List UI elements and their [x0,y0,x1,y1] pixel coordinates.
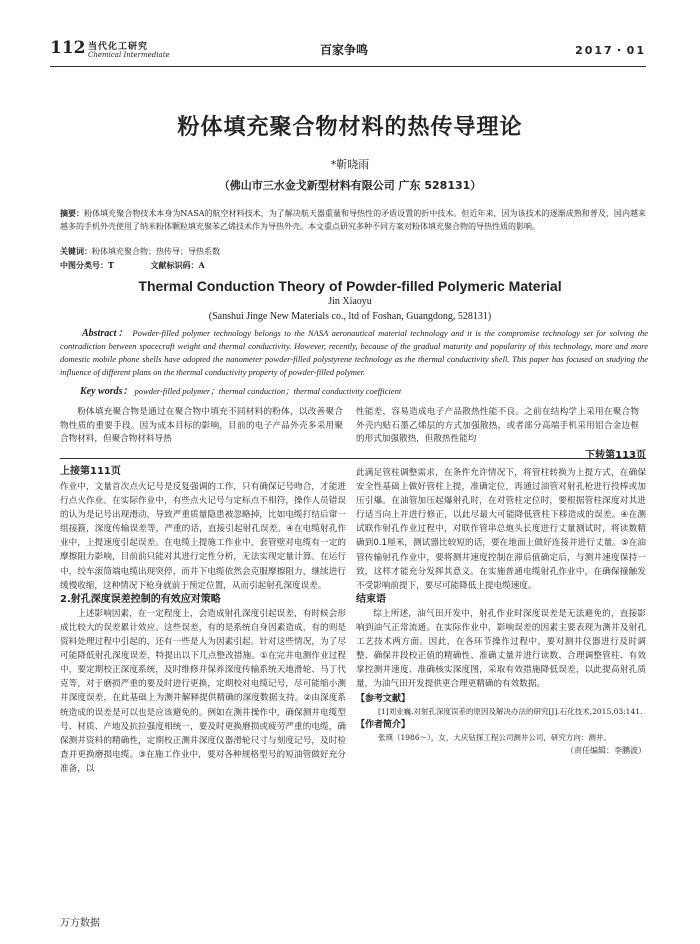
intro-left: 粉体填充聚合物是通过在聚合物中填充不同材料的粉体，以改善聚合物性质的重要手段。因为成本目标的影响，目前的电子产品外壳多采用聚合物材料，但聚合物材料导热 [60,407,343,444]
author-en: Jin Xiaoyu [328,296,372,307]
editor-note: （责任编辑：李鹏波） [566,745,646,755]
affiliation-cn: （佛山市三水金戈新型材料有限公司 广东 528131） [218,179,482,192]
abstract-en [60,327,648,379]
abstract-cn [60,207,646,233]
keywords-cn [60,246,220,257]
keywords-text-en: powder-filled polymer；thermal conduction；thermal conductivity coefficient [134,386,402,396]
keywords-text-cn: 粉体填充聚合物；热传导；导热系数 [92,247,220,256]
article-title-en: Thermal Conduction Theory of Powder-filled Polymeric Material [138,278,562,294]
journal-name-cn: 当代化工研究 [88,42,149,52]
abstract-text-cn: 粉体填充聚合物技术本身为NASA的航空材料技术，为了解决航天器重量和导热性的矛盾设置的折中技术。但近年来，因为该技术的逐渐成熟和普及，国内越来越多的手机外壳使用了纳米粉体颗粒填充聚苯乙烯技术作为导热外壳。本文重点研究多种不同方案对粉体填充聚合物的导热性质的影响。 [60,209,647,231]
body-column-right [356,466,646,758]
affiliation-en: (Sanshui Jinge New Materials co., ltd of Foshan, Guangdong, 528131) [208,311,492,322]
clc-label: 中图分类号： [60,261,108,270]
conclusion-heading: 结束语 [356,593,386,605]
author-bio-heading: 【作者简介】 [356,719,411,730]
clc-value: T [108,260,114,270]
body-column-left [60,480,346,776]
keywords-label-en: Key words： [80,386,133,397]
issue-label: 2017・01 [575,44,646,57]
continued-from-label: 上接第111页 [60,466,121,477]
body-paragraph: 综上所述，油气田开发中，射孔作业时深度误差是无法避免的，直接影响到油气正常流通。在实际作业中，影响误差的因素主要表现为测井及射孔工艺技术两方面。因此，在各环节操作过程中，要对测井仪器进行及时调整、确保井段校正值的精确性、准确丈量并进行读数、合理调整管柱、有效掌控测井速度、准确核实深度图，采取有效措施降低误差，以此提高射孔质量，为油气田开发提供更合理更精确的有效数据。 [356,608,646,690]
intro-right: 性能差，容易造成电子产品散热性能不良。之前在结构学上采用在聚合物外壳内贴石墨乙烯层的方式加强散热，或者部分高端手机采用铝合金边框的形式加强散热，但散热性能均 [356,407,639,444]
doc-code-label: 文献标识码： [150,261,199,270]
header-divider [50,66,646,67]
page-number: 112 [50,38,86,58]
section-title: 百家争鸣 [320,43,369,57]
body-paragraph: 此满足管柱调整需求，在条件允许情况下，将管柱转换为上提方式，在确保安全性基础上做好管柱上提，准确定位，再通过油管对射孔枪进行投棒或加压引爆。在油管加压起爆射孔时，在对管柱定位时，要根据管柱深度对其进行适当向上并进行修正，以此尽最大可能降低管柱下移造成的误差。④在测试联作射孔作业过程中，对联作管串总炮头长度进行丈量测试时，将读数精确到0.1厘米，测试器比较短的话，要在地面上做好连接并进行丈量。⑤在油管传输射孔作业中，要将测井速度控制在滞后值确定后，与测井速度保持一致，这样才能充分发挥其意义。在实施普通电缆射孔作业中，在确保撞触发不受影响前提下，要尽可能降低上提电缆速度。 [356,468,646,591]
abstract-label-en: Abstract： [82,328,130,339]
page-header [50,36,646,66]
classification [60,260,213,271]
doc-code-value: A [198,260,205,270]
journal-name-en: Chemical Intermediate [88,51,170,59]
keywords-en [80,382,401,397]
author-cn: *靳晓雨 [330,158,370,171]
author-bio: 张瑛（1986～），女，大庆钻探工程公司测井公司，研究方向：测井。 [378,732,611,742]
footer-watermark: 万方数据 [60,918,100,929]
section-heading: 2.射孔深度误差控制的有效应对策略 [60,593,221,605]
article-divider [60,458,646,459]
keywords-label-cn: 关键词： [60,247,92,256]
continued-to-label: 下转第113页 [585,450,646,461]
abstract-label-cn: 摘要： [60,209,85,218]
article-title-cn: 粉体填充聚合物材料的热传导理论 [177,115,523,140]
abstract-text-en: Powder-filled polymer technology belongs to the NASA aeronautical material technology and it is the compromise technology set for solving the contradiction between spacecraft weight and thermal conductivity. However, recently, because of the gradual maturity and popularity of this technology, more and more domestic mobile phone shells have adopted the nanometer powder-filled polystyrene technology as the thermal conductivity shell. This paper has focused on studying the influence of different plans on the thermal conductivity property of powder-filled polymer. [60,328,649,377]
reference-item: [1]刘业巍.对射孔深度误差的原因及解决办法的研究[J].石化技术,2015,03:141. [378,706,643,716]
references-heading: 【参考文献】 [356,693,411,704]
body-paragraph: 上述影响因素，在一定程度上，会造成射孔深度引起误差，有时候会形成比较大的误差累计效应。这些误差，有的是系统自身因素造成，有的则是资料处理过程中引起的，还有一些是人为因素引起。针对这些情况，为了尽可能降低射孔深度误差，特提出以下几点整改措施。①在完井电测作业过程中，要定期校正深度系统，及时维修并保养深度传输系统天地滑轮、马丁代克等，对于磨损严重的要及时进行更换，定期校对电缆记号，尽可能缩小测井深度误差，在此基础上为测井解释提供精确的深度数据支持。②由深度系统造成的误差是可以也是应该避免的。例如在测井操作中，确保测井电缆型号、材质、产地及抗拉强度相统一，要及时更换磨损或疲劳严重的电缆，确保测井资料的精确性，定期校正测井深度仪器滑轮尺寸与刻度记号，及时检查并更换磨损电缆。③在施工作业中，要对各种规格型号的短油管做好充分准备，以 [60,608,346,774]
body-paragraph: 作业中，文量首次点火记号是反复强调的工作，只有确保记号吻合，才能进行点火作业。在实际作业中，有些点火记号与定标点不相符，操作人员错误的认为是记号出现滑动，导致严重质量隐患被忽略掉，比如电缆打结后窜一组接箍，深度传输误差等，严重的话，直接引起射孔误差。④在电缆射孔作业中，上提速度引起误差。在电缆上提施工作业中，套管壁对电缆有一定的摩擦阻力影响，目前前只能对其进行定性分析，无法实现定量计算。在运行中，绞车滚筒端电缆出现突停，而井下电缆依然会克服摩擦阻力，继续进行缓慢收缩，这种情况下枪身就前于预定位置，从而引起射孔深度误差。 [60,482,346,591]
